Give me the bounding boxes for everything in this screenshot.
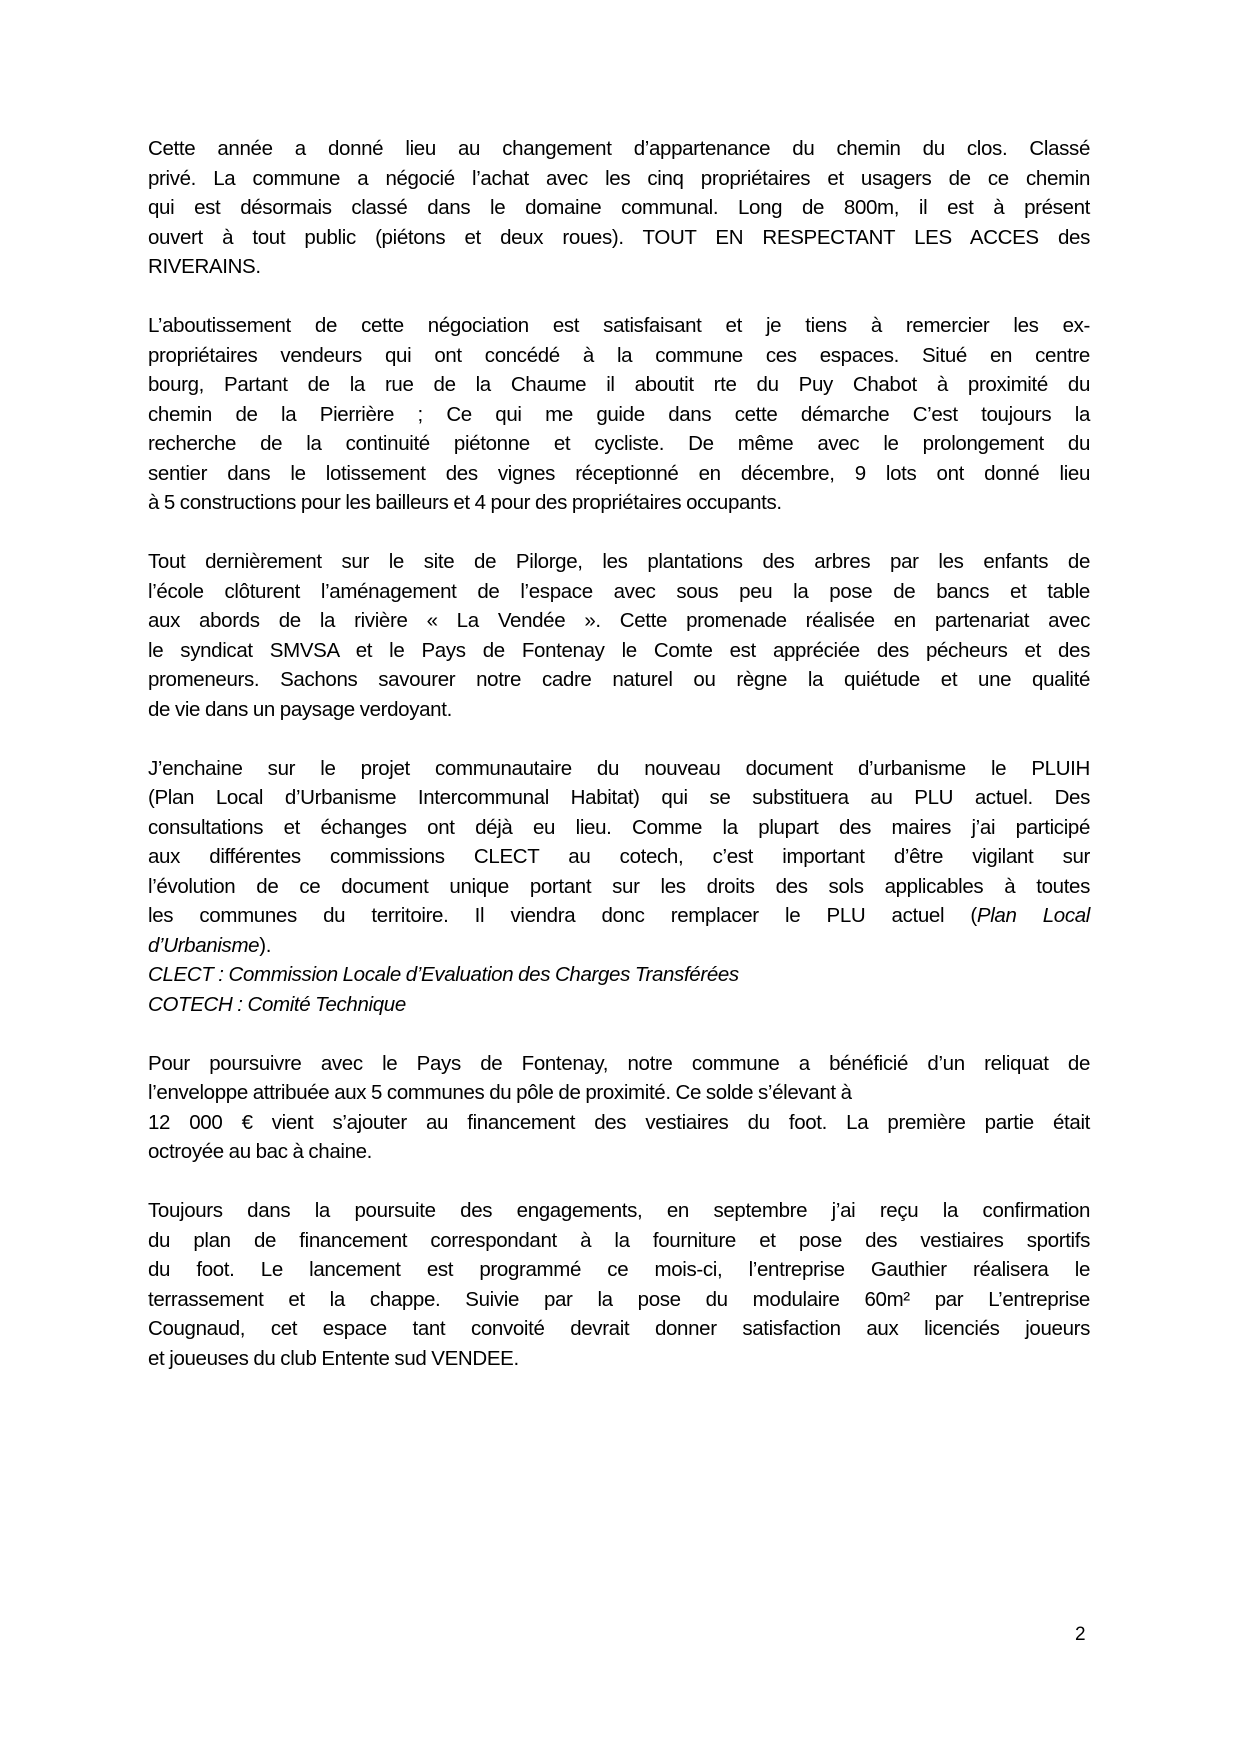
text-line: l’école clôturent l’aménagement de l’espace avec sous peu la pose de bancs et table bbox=[148, 579, 1090, 603]
text-line: aux différentes commissions CLECT au cotech, c’est important d’être vigilant sur bbox=[148, 845, 1090, 868]
text-line: de vie dans un paysage verdoyant. bbox=[148, 697, 452, 721]
document-body bbox=[148, 134, 1090, 1403]
text-line: Cougnaud, cet espace tant convoité devrait donner satisfaction aux licenciés joueurs bbox=[148, 1317, 1090, 1340]
text-line: recherche de la continuité piétonne et cycliste. De même avec le prolongement du bbox=[148, 432, 1090, 455]
text-line: du plan de financement correspondant à la fourniture et pose des vestiaires sportifs bbox=[148, 1228, 1090, 1252]
text-line: le syndicat SMVSA et le Pays de Fontenay le Comte est appréciée des pécheurs et des bbox=[148, 638, 1090, 662]
text-segment: ). bbox=[259, 933, 272, 957]
acronym-note-cotech: COTECH : Comité Technique bbox=[148, 992, 406, 1016]
text-segment: les communes du territoire. Il viendra donc remplacer le PLU actuel ( bbox=[148, 904, 977, 927]
text-line: Toujours dans la poursuite des engagements, en septembre j’ai reçu la confirmation bbox=[148, 1199, 1090, 1222]
text-line: du foot. Le lancement est programmé ce mois-ci, l’entreprise Gauthier réalisera le bbox=[148, 1258, 1090, 1281]
text-line: terrassement et la chappe. Suivie par la pose du modulaire 60m² par L’entreprise bbox=[148, 1287, 1090, 1311]
text-line: RIVERAINS. bbox=[148, 255, 261, 278]
text-line: J’enchaine sur le projet communautaire du nouveau document d’urbanisme le PLUIH bbox=[148, 756, 1090, 780]
text-line: propriétaires vendeurs qui ont concédé à la commune ces espaces. Situé en centre bbox=[148, 343, 1090, 367]
text-line: bourg, Partant de la rue de la Chaume il aboutit rte du Puy Chabot à proximité du bbox=[148, 373, 1090, 396]
text-line: L’aboutissement de cette négociation est satisfaisant et je tiens à remercier les ex- bbox=[148, 314, 1090, 337]
page-number: 2 bbox=[1075, 1624, 1086, 1645]
paragraph-chemin-du-clos bbox=[148, 134, 1090, 282]
text-line: ouvert à tout public (piétons et deux roues). TOUT EN RESPECTANT LES ACCES des bbox=[148, 225, 1090, 249]
paragraph-negociation bbox=[148, 311, 1090, 518]
text-line: aux abords de la rivière « La Vendée ». Cette promenade réalisée en partenariat avec bbox=[148, 609, 1090, 632]
text-line: l’évolution de ce document unique portant sur les droits des sols applicables à toutes bbox=[148, 874, 1090, 898]
text-segment-italic: Plan Local bbox=[976, 904, 1090, 927]
text-line: octroyée au bac à chaine. bbox=[148, 1140, 373, 1163]
text-line: Cette année a donné lieu au changement d’appartenance du chemin du clos. Classé bbox=[148, 137, 1090, 160]
paragraph-pays-de-fontenay bbox=[148, 1049, 1090, 1167]
paragraph-pilorge bbox=[148, 547, 1090, 724]
acronym-note-clect: CLECT : Commission Locale d’Evaluation des Charges Transférées bbox=[148, 963, 739, 986]
text-line: Pour poursuivre avec le Pays de Fontenay, notre commune a bénéficié d’un reliquat de bbox=[148, 1051, 1090, 1075]
paragraph-vestiaires bbox=[148, 1196, 1090, 1373]
text-line: privé. La commune a négocié l’achat avec les cinq propriétaires et usagers de ce chemin bbox=[148, 166, 1090, 190]
text-line: 12 000 € vient s’ajouter au financement des vestiaires du foot. La première partie était bbox=[148, 1110, 1090, 1134]
text-line: Tout dernièrement sur le site de Pilorge, les plantations des arbres par les enfants de bbox=[148, 550, 1090, 573]
text-line-mixed bbox=[148, 931, 1090, 961]
text-line: l’enveloppe attribuée aux 5 communes du pôle de proximité. Ce solde s’élevant à bbox=[148, 1081, 852, 1104]
text-line-mixed bbox=[148, 901, 1090, 931]
paragraph-pluih bbox=[148, 754, 1090, 1020]
text-line: sentier dans le lotissement des vignes réceptionné en décembre, 9 lots ont donné lieu bbox=[148, 461, 1090, 485]
text-line: et joueuses du club Entente sud VENDEE. bbox=[148, 1346, 519, 1370]
text-line: qui est désormais classé dans le domaine communal. Long de 800m, il est à présent bbox=[148, 196, 1090, 219]
text-line: (Plan Local d’Urbanisme Intercommunal Habitat) qui se substituera au PLU actuel. Des bbox=[148, 786, 1090, 809]
text-line: à 5 constructions pour les bailleurs et 4 pour des propriétaires occupants. bbox=[148, 491, 782, 514]
text-line: consultations et échanges ont déjà eu lieu. Comme la plupart des maires j’ai participé bbox=[148, 815, 1090, 839]
text-line: chemin de la Pierrière ; Ce qui me guide dans cette démarche C’est toujours la bbox=[148, 402, 1090, 426]
text-line: promeneurs. Sachons savourer notre cadre naturel ou règne la quiétude et une qualité bbox=[148, 668, 1090, 691]
text-segment-italic: d’Urbanisme bbox=[148, 933, 260, 957]
